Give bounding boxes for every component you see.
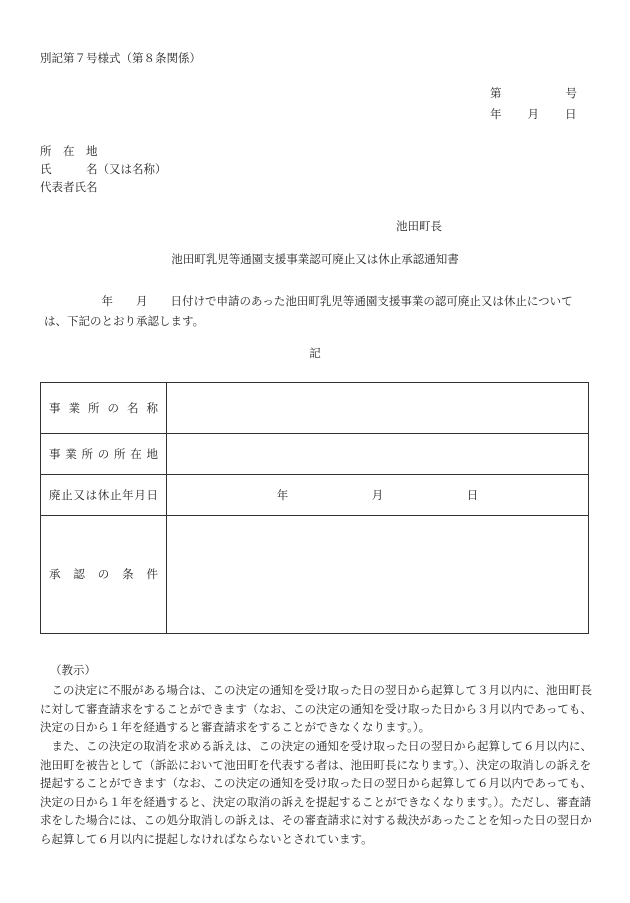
label-cell	[41, 434, 167, 475]
detail-table	[40, 382, 589, 634]
closure-month: 月	[371, 487, 384, 502]
date-day: 日	[565, 107, 577, 121]
facility-name-cell	[167, 383, 589, 434]
label-cell	[41, 383, 167, 434]
table-row	[41, 434, 589, 475]
table-row	[41, 383, 589, 434]
label-approval-conditions: 承 認 の 条 件	[49, 567, 158, 582]
document-number-line	[490, 85, 577, 102]
sender: 池田町長	[396, 219, 442, 233]
document-title: 池田町乳児等通園支援事業認可廃止又は休止承認通知書	[171, 252, 459, 266]
notice-text	[40, 681, 592, 849]
notice-paragraph-2: また、この決定の取消を求める訴えは、この決定の通知を受け取った日の翌日から起算して６月以内に、池田町を被告として（訴訟において池田町を代表する者は、池田町長になります。）、決定の取消しの訴えを提起することができます（なお、この決定の通知を受け取った日の翌日から起算して６月以内であっても、決定の日から１年を経過すると、決定の取消の訴えを提起することができなくなります。）。ただし、審査請求をした場合には、この処分取消しの訴えは、その審査請求に対する裁決があったことを知った日の翌日から起算して６月以内に提起しなければならないとされています。	[40, 738, 592, 846]
notice-paragraph-1: この決定に不服がある場合は、この決定の通知を受け取った日の翌日から起算して３月以内に、池田町長に対して審査請求をすることができます（なお、この決定の通知を受け取った日から３月以内であっても、決定の日から１年を経過すると審査請求をすることができなくなります。）。	[40, 683, 592, 735]
address-label: 所 在 地	[40, 144, 98, 158]
closure-date-cell	[167, 475, 589, 516]
closure-day: 日	[466, 487, 479, 502]
closure-year: 年	[276, 487, 289, 502]
number-prefix: 第	[490, 86, 502, 100]
label-cell	[41, 475, 167, 516]
name-label: 氏 名（又は名称）	[40, 162, 167, 176]
label-cell	[41, 516, 167, 634]
table-row	[41, 475, 589, 516]
table-row	[41, 516, 589, 634]
representative-label: 代表者氏名	[40, 180, 98, 194]
label-facility-name: 事 業 所 の 名 称	[49, 400, 158, 415]
body-text: 年 月 日付けで申請のあった池田町乳児等通園支援事業の認可廃止又は休止については、下記のとおり承認します。	[44, 294, 573, 329]
recipient-block	[40, 143, 167, 197]
date-year: 年	[490, 107, 502, 121]
notice-heading: （教示）	[50, 663, 96, 677]
issue-date-line	[490, 106, 577, 123]
number-suffix: 号	[565, 86, 577, 100]
facility-address-cell	[167, 434, 589, 475]
label-facility-address: 事 業 所 の 所 在 地	[49, 446, 158, 461]
approval-conditions-cell	[167, 516, 589, 634]
ki-mark: 記	[309, 346, 321, 360]
form-title: 別記第７号様式（第８条関係）	[40, 51, 201, 65]
date-month: 月	[527, 107, 539, 121]
label-closure-date: 廃 止 又 は 休 止 年 月 日	[49, 487, 158, 502]
